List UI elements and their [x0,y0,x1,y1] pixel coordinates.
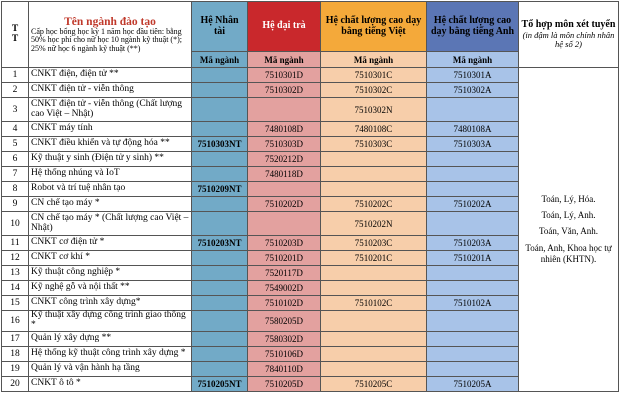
row-program-name: Kỹ thuật công nghiệp * [29,266,192,281]
row-code-clc-viet: 7510102C [321,296,427,311]
row-code-clc-viet [321,281,427,296]
header-title: Tên ngành đào tạo [64,15,156,28]
header-nhantai: Hệ Nhân tài [192,2,248,52]
row-code-clc-anh [427,281,519,296]
row-tt: 5 [2,137,29,152]
row-program-name: CNKT điện tử - viễn thông [29,83,192,98]
header-combo-title: Tổ hợp môn xét tuyển [521,19,616,31]
row-program-name: Hệ thống kỹ thuật công trình xây dựng * [29,346,192,361]
row-program-name: CNKT máy tính [29,122,192,137]
row-program-name: Quản lý và vận hành hạ tầng [29,361,192,376]
row-program-name: CNKT điều khiển và tự động hóa ** [29,137,192,152]
row-code-clc-anh [427,98,519,122]
row-code-nhantai [192,251,248,266]
row-code-clc-anh [427,311,519,332]
combo-item: Toán, Lý, Hóa. [541,193,596,204]
row-code-clc-anh: 7510205A [427,376,519,391]
ma-nganh-daitra: Mã ngành [248,52,321,68]
row-code-nhantai [192,361,248,376]
row-code-nhantai [192,212,248,236]
row-code-nhantai: 7510205NT [192,376,248,391]
row-code-clc-anh: 7510301A [427,68,519,83]
row-code-clc-viet: 7480108C [321,122,427,137]
row-program-name: Hệ thống nhúng và IoT [29,167,192,182]
header-clc-viet: Hệ chất lượng cao dạy bằng tiếng Việt [321,2,427,52]
row-code-nhantai [192,266,248,281]
row-code-clc-viet: 7510302N [321,98,427,122]
row-code-clc-viet: 7510203C [321,236,427,251]
row-code-nhantai [192,98,248,122]
row-code-daitra [248,212,321,236]
combo-item: Toán, Anh, Khoa học tự nhiên (KHTN). [525,242,612,264]
row-code-clc-viet: 7510205C [321,376,427,391]
row-code-clc-viet: 7510201C [321,251,427,266]
row-tt: 4 [2,122,29,137]
table-body [2,68,619,392]
row-code-daitra: 7580302D [248,331,321,346]
row-code-clc-anh: 7510302A [427,83,519,98]
row-code-nhantai [192,281,248,296]
row-code-daitra: 7510205D [248,376,321,391]
row-program-name: Kỹ thuật xây dựng công trình giao thông * [29,311,192,332]
row-code-clc-viet [321,152,427,167]
row-code-nhantai [192,83,248,98]
row-program-name: Quản lý xây dựng ** [29,331,192,346]
row-code-clc-anh: 7510102A [427,296,519,311]
header-combo-subtitle: (in đậm là môn chính nhân hệ số 2) [522,29,615,49]
row-tt: 11 [2,236,29,251]
row-code-daitra: 7510303D [248,137,321,152]
row-code-daitra [248,98,321,122]
row-code-nhantai [192,122,248,137]
row-code-daitra: 7840110D [248,361,321,376]
row-code-clc-anh: 7510203A [427,236,519,251]
row-code-clc-viet [321,182,427,197]
row-tt: 9 [2,197,29,212]
row-tt: 17 [2,331,29,346]
row-code-nhantai: 7510209NT [192,182,248,197]
row-code-daitra: 7580205D [248,311,321,332]
row-program-name: CN chế tạo máy * (Chất lượng cao Việt – Nhật) [29,212,192,236]
row-tt: 18 [2,346,29,361]
row-code-clc-viet [321,311,427,332]
row-code-daitra: 7549002D [248,281,321,296]
row-code-clc-viet [321,346,427,361]
header-clc-anh: Hệ chất lượng cao dạy bằng tiếng Anh [427,2,519,52]
row-tt: 8 [2,182,29,197]
row-code-daitra: 7510201D [248,251,321,266]
row-code-nhantai [192,68,248,83]
row-program-name: CNKT ô tô * [29,376,192,391]
header-subtitle: Cấp học bổng học kỳ 1 năm học đầu tiên: bằng 50% học phí cho nữ học 10 ngành kỹ thuật (*); 25% nữ học 6 ngành kỹ thuật (**) [31,26,182,53]
row-tt: 6 [2,152,29,167]
row-code-clc-anh: 7510201A [427,251,519,266]
row-code-daitra: 7510203D [248,236,321,251]
row-code-daitra: 7510302D [248,83,321,98]
row-program-name: CNKT công trình xây dựng* [29,296,192,311]
combo-list [519,68,619,392]
row-code-clc-anh [427,361,519,376]
row-code-clc-anh [427,331,519,346]
row-tt: 16 [2,311,29,332]
combo-item: Toán, Lý, Anh. [541,210,596,221]
row-code-daitra: 7510202D [248,197,321,212]
row-code-nhantai: 7510203NT [192,236,248,251]
row-code-clc-anh [427,167,519,182]
row-code-daitra: 7520212D [248,152,321,167]
header-combo [519,2,619,68]
row-program-name: Kỹ nghệ gỗ và nội thất ** [29,281,192,296]
row-code-nhantai [192,296,248,311]
row-code-daitra: 7510106D [248,346,321,361]
row-code-clc-anh [427,346,519,361]
row-code-clc-anh: 7480108A [427,122,519,137]
ma-nganh-clc-viet: Mã ngành [321,52,427,68]
row-tt: 13 [2,266,29,281]
row-code-clc-anh [427,182,519,197]
row-code-clc-viet [321,266,427,281]
row-program-name: CNKT cơ khí * [29,251,192,266]
row-code-clc-anh [427,212,519,236]
row-tt: 2 [2,83,29,98]
row-tt: 14 [2,281,29,296]
row-tt: 12 [2,251,29,266]
ma-nganh-nhantai: Mã ngành [192,52,248,68]
row-program-name: CNKT điện tử - viễn thông (Chất lượng cao Việt – Nhật) [29,98,192,122]
row-program-name: Robot và trí tuệ nhân tạo [29,182,192,197]
row-tt: 19 [2,361,29,376]
row-program-name: CNKT điện, điện tử ** [29,68,192,83]
row-code-nhantai [192,167,248,182]
row-tt: 7 [2,167,29,182]
row-code-clc-anh: 7510202A [427,197,519,212]
row-code-nhantai [192,346,248,361]
table-row [2,68,619,83]
row-code-clc-viet: 7510303C [321,137,427,152]
row-tt: 1 [2,68,29,83]
row-code-nhantai [192,197,248,212]
row-code-clc-viet: 7510202N [321,212,427,236]
header-program-name [29,2,192,68]
row-code-clc-anh [427,266,519,281]
row-code-daitra: 7510102D [248,296,321,311]
row-code-clc-viet [321,331,427,346]
row-code-clc-viet: 7510301C [321,68,427,83]
row-code-nhantai [192,152,248,167]
row-program-name: Kỹ thuật y sinh (Điện tử y sinh) ** [29,152,192,167]
row-tt: 10 [2,212,29,236]
row-code-clc-anh: 7510303A [427,137,519,152]
row-code-daitra [248,182,321,197]
admissions-table [1,1,619,392]
row-tt: 15 [2,296,29,311]
row-code-clc-viet: 7510202C [321,197,427,212]
row-code-nhantai [192,331,248,346]
row-code-daitra: 7480118D [248,167,321,182]
row-code-nhantai: 7510303NT [192,137,248,152]
row-tt: 20 [2,376,29,391]
row-code-clc-viet: 7510302C [321,83,427,98]
combo-item: Toán, Văn, Anh. [539,226,598,237]
header-tt: T T [2,2,29,68]
ma-nganh-clc-anh: Mã ngành [427,52,519,68]
header-daitra: Hệ đại trà [248,2,321,52]
row-program-name: CNKT cơ điện tử * [29,236,192,251]
row-code-daitra: 7480108D [248,122,321,137]
row-code-clc-anh [427,152,519,167]
row-code-daitra: 7510301D [248,68,321,83]
row-code-clc-viet [321,361,427,376]
row-code-nhantai [192,311,248,332]
row-code-clc-viet [321,167,427,182]
row-tt: 3 [2,98,29,122]
row-program-name: CN chế tạo máy * [29,197,192,212]
row-code-daitra: 7520117D [248,266,321,281]
